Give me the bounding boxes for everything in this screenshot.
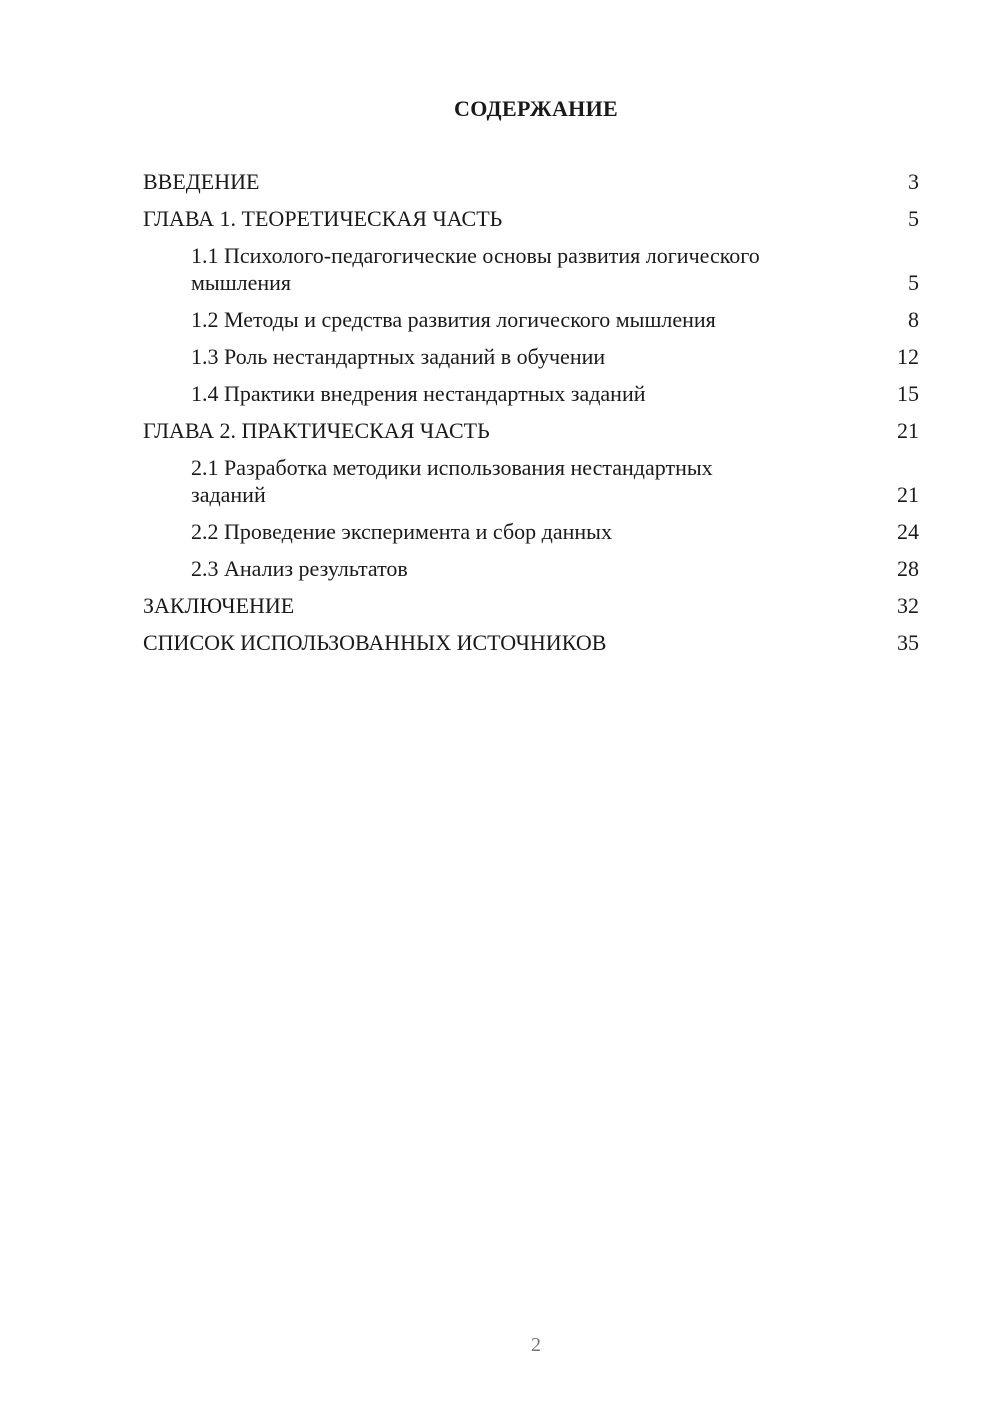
toc-entry-page: 28	[897, 556, 919, 581]
toc-entry-page: 32	[897, 593, 919, 618]
toc-entry-title: ГЛАВА 2. ПРАКТИЧЕСКАЯ ЧАСТЬ	[143, 418, 490, 443]
toc-entry-title: СПИСОК ИСПОЛЬЗОВАННЫХ ИСТОЧНИКОВ	[143, 630, 607, 655]
table-of-contents	[143, 168, 919, 656]
toc-entry-title: ВВЕДЕНИЕ	[143, 169, 260, 194]
toc-entry-conclusion[interactable]	[143, 592, 919, 619]
toc-entry-references[interactable]	[143, 629, 919, 656]
toc-entry-section-1-4[interactable]	[143, 380, 919, 407]
toc-entry-title: ЗАКЛЮЧЕНИЕ	[143, 593, 295, 618]
toc-entry-page: 5	[908, 206, 919, 231]
toc-entry-page: 21	[897, 482, 919, 507]
toc-entry-title: 1.2 Методы и средства развития логического мышления	[191, 307, 716, 332]
toc-entry-title: 2.2 Проведение эксперимента и сбор данных	[191, 519, 612, 544]
page-number: 2	[531, 1334, 541, 1356]
toc-entry-title: 2.3 Анализ результатов	[191, 556, 408, 581]
toc-entry-page: 24	[897, 519, 919, 544]
toc-entry-section-1-3[interactable]	[143, 343, 919, 370]
toc-entry-title: 1.3 Роль нестандартных заданий в обучении	[191, 344, 606, 369]
toc-entry-section-1-2[interactable]	[143, 306, 919, 333]
toc-entry-title: ГЛАВА 1. ТЕОРЕТИЧЕСКАЯ ЧАСТЬ	[143, 206, 503, 231]
toc-entry-introduction[interactable]	[143, 168, 919, 195]
toc-entry-page: 35	[897, 630, 919, 655]
toc-entry-page: 21	[897, 418, 919, 443]
toc-entry-section-2-1[interactable]	[143, 454, 919, 508]
toc-entry-title: 2.1 Разработка методики использования нестандартных заданий	[191, 455, 713, 507]
toc-entry-page: 3	[908, 169, 919, 194]
toc-entry-page: 5	[908, 270, 919, 295]
toc-entry-chapter-1[interactable]	[143, 205, 919, 232]
toc-entry-section-1-1[interactable]	[143, 242, 919, 296]
toc-entry-page: 12	[897, 344, 919, 369]
toc-entry-page: 15	[897, 381, 919, 406]
toc-entry-section-2-2[interactable]	[143, 518, 919, 545]
toc-entry-title: 1.1 Психолого-педагогические основы развития логического мышления	[191, 243, 760, 295]
page-title: СОДЕРЖАНИЕ	[454, 96, 618, 121]
toc-entry-title: 1.4 Практики внедрения нестандартных заданий	[191, 381, 646, 406]
toc-entry-section-2-3[interactable]	[143, 555, 919, 582]
toc-entry-chapter-2[interactable]	[143, 417, 919, 444]
toc-entry-page: 8	[908, 307, 919, 332]
